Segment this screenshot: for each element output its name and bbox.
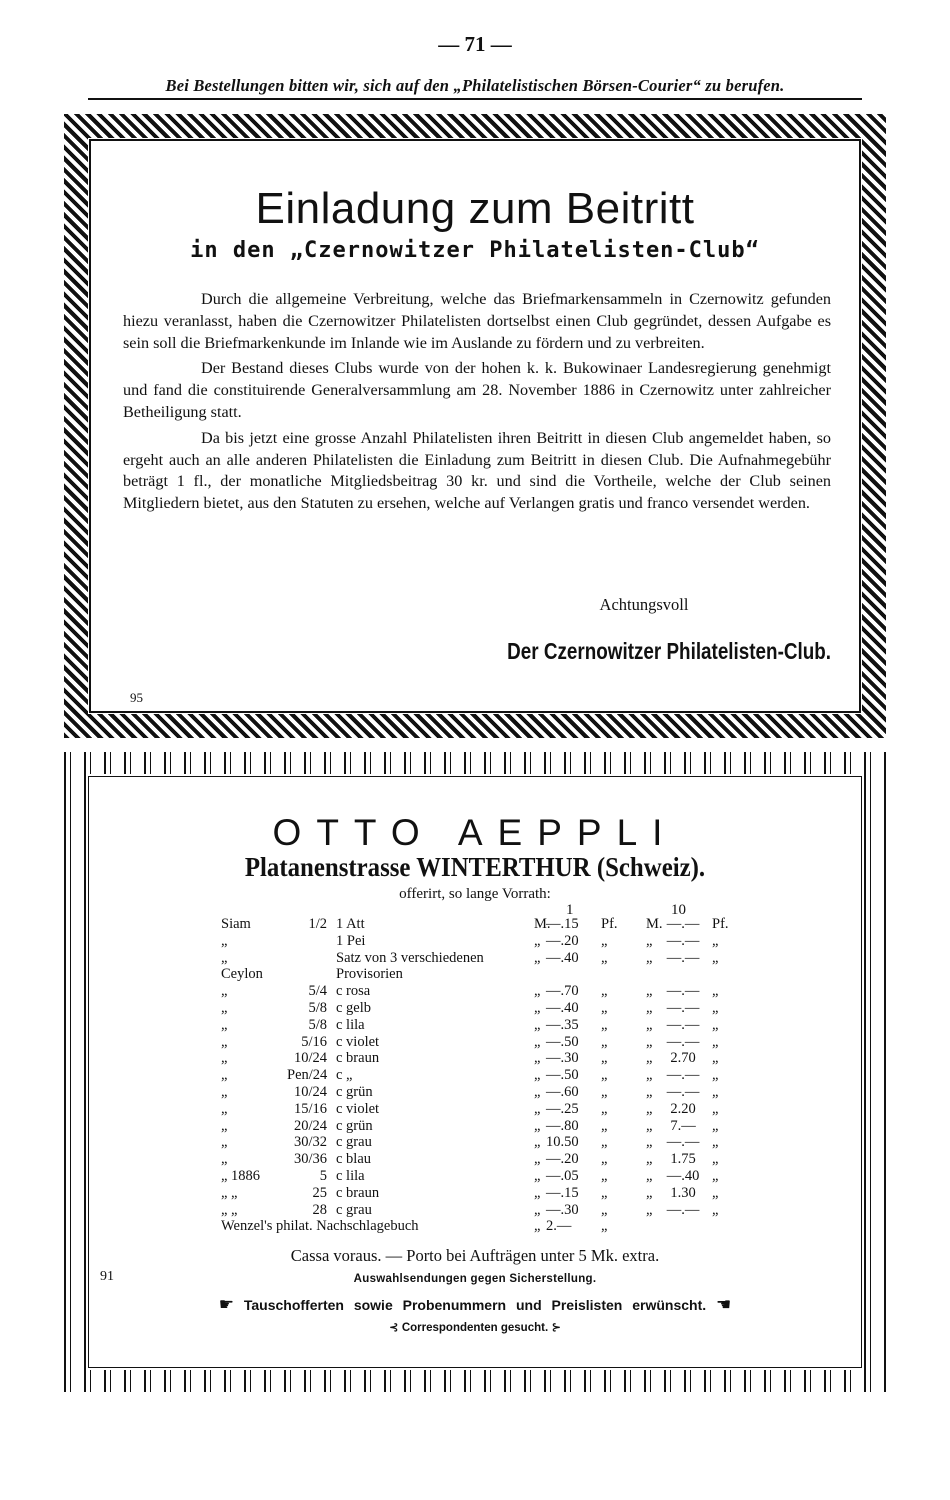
table-row [64,916,886,933]
cell-country: Ceylon [221,966,263,983]
ad-otto-aeppli [64,752,886,1392]
cell-u1: „ [601,949,608,966]
qty-head-1: 1 [566,902,574,918]
cell-value: 10/24 [293,1083,327,1100]
price-table [64,916,886,1235]
cell-country: „ „ [221,1201,238,1218]
cell-p10: 1.75 [670,1151,696,1168]
cell-desc: c grün [336,1083,373,1100]
cell-u10: „ [712,1201,719,1218]
cell-desc: c braun [336,1184,380,1201]
cell-country: „ [221,1134,228,1151]
cell-country: „ [221,1050,228,1067]
dealer-name: OTTO AEPPLI [272,812,678,853]
cell-u1: „ [601,1033,608,1050]
pointing-hand-icon: ☛ [218,1295,234,1314]
table-row [64,1000,886,1017]
table-row [64,1202,886,1219]
cell-country: „ [221,983,228,1000]
page-number: — 71 — [438,32,512,56]
table-row [64,1017,886,1034]
cell-u10: „ [712,1184,719,1201]
cell-country: Wenzel's philat. Nachschlagebuch [221,1218,419,1235]
cell-value: 5 [319,1167,327,1184]
cell-u1: „ [601,1151,608,1168]
cell-q1: „ [534,983,541,1000]
cell-q1: „ [534,1218,541,1235]
cell-q1: „ [534,1134,541,1151]
ad1-subtitle: in den „Czernowitzer Philatelisten-Club“ [190,238,760,263]
table-row [64,1151,886,1168]
cell-u10: „ [712,1151,719,1168]
cell-u1: „ [601,1201,608,1218]
cell-p10: —.— [666,1201,700,1218]
cell-country: „ [221,1151,228,1168]
table-row [64,966,886,983]
cell-value: Pen/24 [287,1067,328,1084]
cell-desc: c grau [336,1134,372,1151]
cell-p10: —.— [666,983,700,1000]
cell-country: „ [221,1033,228,1050]
cell-u10: „ [712,1167,719,1184]
ad1-paragraph: Durch die allgemeine Verbreitung, welche das Briefmarkensammeln in Czernowitz gefunden hiezu veranlasst, haben die Czernowitzer Philatelisten dortselbst einen Club gegründet, dessen Aufgabe es sein soll die Briefmarkenkunde im Inlande wie im Auslande zu fördern und zu verbreiten. [123,290,831,352]
cell-q1: „ [534,1117,541,1134]
cell-q10: „ [646,1151,653,1168]
cell-desc: c „ [336,1067,353,1084]
offer-line: offerirt, so lange Vorrath: [399,886,551,902]
cell-q10: „ [646,1167,653,1184]
cell-p1: —.30 [546,1050,579,1067]
exchange-text: Tauschofferten sowie Probenummern und Preislisten erwünscht. [243,1297,707,1313]
cell-u10: „ [712,999,719,1016]
cell-country: „ [221,1067,228,1084]
cell-country: „ [221,999,228,1016]
correspondents-note [64,1320,886,1334]
cell-u10: „ [712,1117,719,1134]
cell-p10: 2.20 [670,1100,696,1117]
cell-desc: c grün [336,1117,373,1134]
cell-u1: „ [601,932,608,949]
cell-q1: „ [534,1167,541,1184]
table-row [64,933,886,950]
cell-q10: „ [646,1117,653,1134]
cell-u1: „ [601,1184,608,1201]
cell-q10: „ [646,1050,653,1067]
cell-desc: c violet [336,1033,380,1050]
table-row [64,1185,886,1202]
ad1-paragraph: Der Bestand dieses Clubs wurde von der hohen k. k. Bukowinaer Landesregierung genehmigt und fand die constituirende Generalversammlung am 28. November 1886 in Czernowitz unter zahlreicher Betheiligung statt. [123,359,831,421]
cell-p1: —.20 [546,932,579,949]
cell-desc: c gelb [336,999,372,1016]
ornament-left-icon: ⊰ [388,1322,399,1334]
cell-q10: „ [646,1100,653,1117]
cell-p1: —.70 [546,983,579,1000]
cell-q1: „ [534,1083,541,1100]
cell-u10: „ [712,1067,719,1084]
table-row [64,1034,886,1051]
cell-u1: „ [601,1117,608,1134]
cell-p10: —.— [666,932,700,949]
cell-country: „ [221,1117,228,1134]
cell-p10: —.— [666,1067,700,1084]
table-row [64,1101,886,1118]
approval-note: Auswahlsendungen gegen Sicherstellung. [353,1273,597,1285]
ornament-right-icon: ⊱ [551,1322,561,1334]
cell-q1: „ [534,1151,541,1168]
cell-value: 30/32 [293,1134,327,1151]
cell-p10: —.— [666,1083,700,1100]
payment-note: Cassa voraus. — Porto bei Aufträgen unter 5 Mk. extra. [290,1246,660,1265]
cell-q10: M. [646,916,663,932]
cell-u10: Pf. [712,916,729,932]
cell-desc: Provisorien [336,966,403,983]
cell-desc: Satz von 3 verschiedenen [336,949,484,966]
qty-head-10: 10 [671,902,686,918]
cell-value: 30/36 [293,1151,327,1168]
cell-value: 28 [312,1201,327,1218]
dealer-address: Platanenstrasse WINTERTHUR (Schweiz). [244,852,706,882]
cell-u10: „ [712,949,719,966]
cell-q10: „ [646,1016,653,1033]
cell-p10: —.40 [666,1167,700,1184]
cell-q1: „ [534,949,541,966]
table-row [64,1084,886,1101]
cell-p1: —.15 [546,916,579,932]
cell-u1: „ [601,1050,608,1067]
cell-p1: —.40 [546,999,579,1016]
table-row [64,1067,886,1084]
cell-value: 10/24 [293,1050,327,1067]
cell-p1: —.05 [546,1167,579,1184]
cell-q10: „ [646,1033,653,1050]
cell-p1: —.50 [546,1033,579,1050]
table-row [64,1118,886,1135]
cell-p10: 1.30 [670,1184,696,1201]
page-header: Bei Bestellungen bitten wir, sich auf den „Philatelistischen Börsen-Courier“ zu berufen. [88,76,862,100]
cell-p1: —.40 [546,949,579,966]
cell-u10: „ [712,1134,719,1151]
table-row [64,1218,886,1235]
cell-u10: „ [712,983,719,1000]
cell-q10: „ [646,949,653,966]
exchange-note [64,1295,886,1315]
cell-country: „ [221,949,228,966]
cell-q1: M. [534,916,551,932]
cell-country: „ [221,932,228,949]
cell-u1: Pf. [601,916,618,932]
cell-q10: „ [646,999,653,1016]
cell-country: „ [221,1100,228,1117]
cell-p10: —.— [666,916,700,932]
cell-p10: 7.— [670,1117,696,1134]
cell-desc: c lila [336,1016,365,1033]
ad1-greeting: Achtungsvoll [599,595,689,614]
cell-p1: —.20 [546,1151,579,1168]
cell-u10: „ [712,1033,719,1050]
cell-p10: —.— [666,1033,700,1050]
cell-value: 5/4 [308,983,327,1000]
cell-q10: „ [646,1184,653,1201]
correspondents-text: Correspondenten gesucht. [401,1322,549,1334]
ad2-number: 91 [100,1269,114,1284]
cell-value: 5/8 [308,999,327,1016]
cell-q10: „ [646,932,653,949]
table-row [64,950,886,967]
cell-desc: c lila [336,1167,365,1184]
cell-q10: „ [646,1083,653,1100]
cell-desc: c blau [336,1151,372,1168]
cell-q1: „ [534,999,541,1016]
cell-q10: „ [646,1134,653,1151]
table-row [64,983,886,1000]
cell-p1: —.60 [546,1083,579,1100]
cell-p1: —.30 [546,1201,579,1218]
cell-q1: „ [534,1033,541,1050]
cell-value: 1/2 [308,916,327,932]
ad1-title: Einladung zum Beitritt [255,184,695,233]
cell-desc: c violet [336,1100,380,1117]
cell-value: 25 [312,1184,327,1201]
cell-q1: „ [534,932,541,949]
cell-q1: „ [534,1050,541,1067]
cell-u1: „ [601,983,608,1000]
cell-p10: 2.70 [670,1050,696,1067]
cell-q1: „ [534,1201,541,1218]
ad1-body [123,289,831,519]
cell-value: 5/8 [308,1016,327,1033]
cell-country: „ 1886 [221,1167,261,1184]
cell-u10: „ [712,932,719,949]
table-row [64,1168,886,1185]
cell-u1: „ [601,999,608,1016]
cell-p1: —.25 [546,1100,579,1117]
cell-value: 15/16 [293,1100,327,1117]
cell-q10: „ [646,1201,653,1218]
cell-q10: „ [646,1067,653,1084]
pointing-hand-left-icon: ☚ [716,1295,732,1314]
cell-u1: „ [601,1218,608,1235]
cell-q10: „ [646,983,653,1000]
cell-desc: c grau [336,1201,372,1218]
ad-czernowitz [64,114,886,738]
cell-u10: „ [712,1016,719,1033]
cell-desc: c rosa [336,983,371,1000]
cell-u1: „ [601,1083,608,1100]
cell-u10: „ [712,1083,719,1100]
cell-country: „ [221,1016,228,1033]
cell-u1: „ [601,1100,608,1117]
cell-country: „ „ [221,1184,238,1201]
cell-p10: —.— [666,949,700,966]
cell-q1: „ [534,1016,541,1033]
ad1-signature: Der Czernowitzer Philatelisten-Club. [507,638,831,664]
cell-p1: —.80 [546,1117,579,1134]
cell-p1: 2.— [546,1218,572,1235]
cell-u1: „ [601,1016,608,1033]
cell-country: Siam [221,916,251,932]
ad1-number: 95 [130,690,143,705]
ad1-paragraph: Da bis jetzt eine grosse Anzahl Philatelisten ihren Beitritt in diesen Club angemeldet haben, so ergeht auch an alle anderen Philatelisten die Einladung zum Beitritt in diesen Club. Die Aufnahmegebühr beträgt 1 fl., der monatliche Mitgliedsbeitrag 30 kr. und sind die Vortheile, welche der Club seinen Mitgliedern bietet, aus den Statuten zu ersehen, welche auf Verlangen gratis und franco versendet werden. [123,428,831,513]
cell-q1: „ [534,1184,541,1201]
cell-desc: 1 Att [336,916,365,932]
table-row [64,1050,886,1067]
cell-p10: —.— [666,1016,700,1033]
cell-p1: 10.50 [546,1134,579,1151]
cell-p10: —.— [666,1134,700,1151]
cell-u1: „ [601,1134,608,1151]
cell-u10: „ [712,1100,719,1117]
cell-value: 20/24 [293,1117,327,1134]
cell-p1: —.35 [546,1016,579,1033]
cell-q1: „ [534,1100,541,1117]
cell-country: „ [221,1083,228,1100]
cell-u1: „ [601,1067,608,1084]
cell-q1: „ [534,1067,541,1084]
cell-desc: 1 Pei [336,932,366,949]
cell-value: 5/16 [301,1033,327,1050]
cell-desc: c braun [336,1050,380,1067]
cell-u10: „ [712,1050,719,1067]
cell-p10: —.— [666,999,700,1016]
table-row [64,1134,886,1151]
cell-u1: „ [601,1167,608,1184]
cell-p1: —.50 [546,1067,579,1084]
cell-p1: —.15 [546,1184,579,1201]
